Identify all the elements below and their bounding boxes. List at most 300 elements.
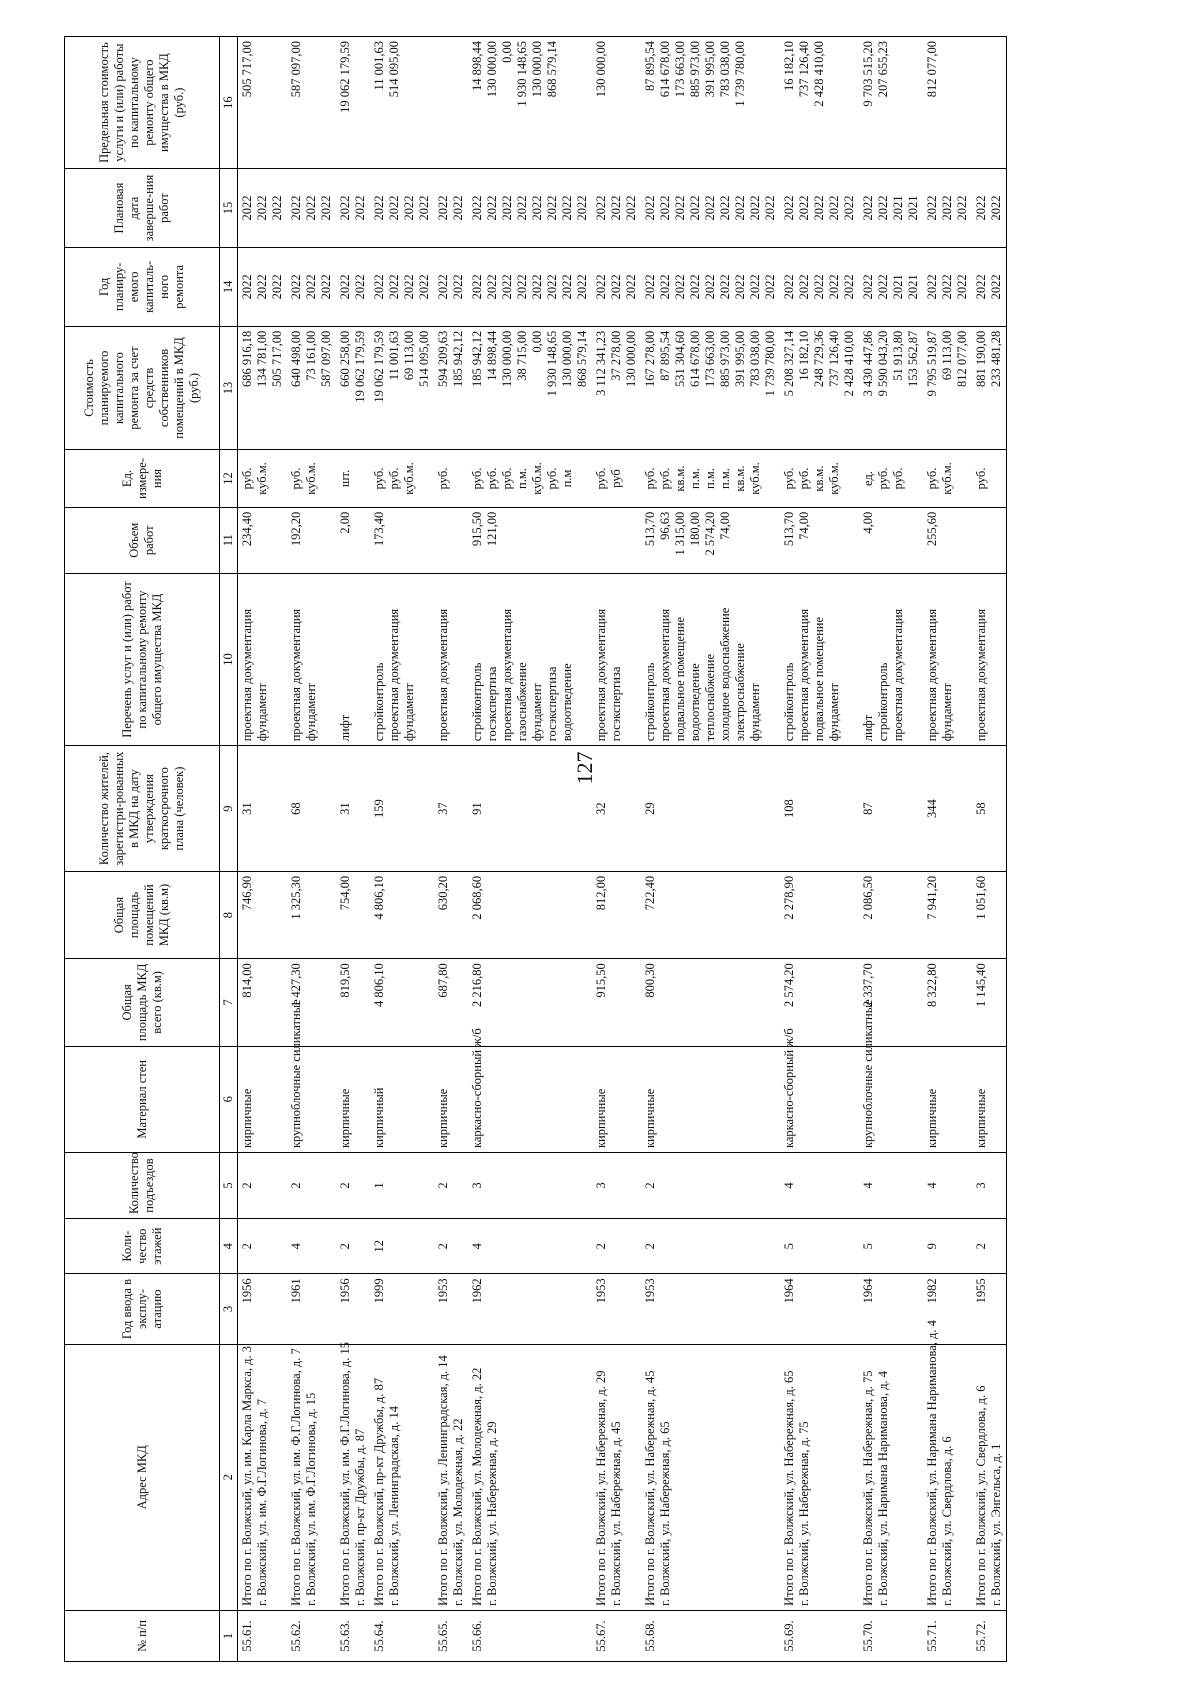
- row-volume-line: 1 315,00: [673, 511, 687, 556]
- row-cost-line: 587 097,00: [319, 330, 333, 387]
- row-entrances: [370, 1153, 434, 1219]
- row-end-year-line: 2022: [470, 195, 484, 221]
- row-works-line: стройконтроль: [643, 662, 657, 742]
- row-volume-line: 121,00: [485, 511, 499, 547]
- row-cost-line: 885 973,00: [718, 330, 732, 387]
- row-residents-line: 29: [643, 802, 657, 815]
- row-address: [336, 1341, 370, 1610]
- row-unit-line: руб.: [387, 467, 401, 490]
- row-number: [592, 1610, 641, 1661]
- row-plan-year-line: 2022: [658, 274, 672, 300]
- row-area-total-line: 819,50: [338, 963, 352, 998]
- row-address: [287, 1344, 336, 1610]
- row-limit-line: 868 579,14: [545, 41, 559, 98]
- row-entrances-line: 3: [470, 1182, 484, 1189]
- row-area-rooms: [972, 871, 1007, 958]
- table-row: [238, 37, 288, 1662]
- row-works: [336, 573, 370, 746]
- row-cost-line: 37 278,00: [609, 330, 623, 381]
- row-number: [370, 1610, 434, 1661]
- row-volume: [468, 507, 592, 573]
- row-entrances-line: 2: [240, 1182, 254, 1189]
- row-plan-year-line: 2022: [530, 274, 544, 300]
- row-number: [434, 1610, 468, 1661]
- row-volume: [972, 507, 1007, 573]
- row-works-line: водоотведение: [560, 663, 574, 742]
- row-end-year: [972, 169, 1007, 248]
- row-works: [434, 573, 468, 746]
- row-area-rooms: [592, 871, 641, 958]
- row-end-year-line: 2022: [560, 195, 574, 221]
- row-cost-line: 51 913,80: [891, 330, 905, 381]
- row-works-line: проектная документация: [658, 608, 672, 742]
- row-year: [370, 1274, 434, 1344]
- row-plan-year-line: 2022: [609, 274, 623, 300]
- row-end-year-line: 2022: [763, 195, 777, 221]
- row-floors: [923, 1219, 972, 1274]
- row-number-line: 55.66.: [470, 1620, 484, 1652]
- row-number: [780, 1610, 859, 1661]
- row-material-line: каркасно-сборный ж/б: [470, 1028, 484, 1149]
- row-works-line: стройконтроль: [470, 662, 484, 742]
- table-row: [336, 37, 370, 1662]
- row-works: [287, 573, 336, 746]
- row-number: [859, 1610, 923, 1661]
- column-number: 15: [220, 169, 238, 248]
- row-limit-line: 587 097,00: [289, 41, 303, 98]
- row-plan-year-line: 2022: [940, 274, 954, 300]
- row-cost-line: 130 000,00: [624, 330, 638, 387]
- row-year-line: 1955: [974, 1278, 988, 1304]
- row-residents-line: 344: [925, 799, 939, 818]
- row-entrances-line: 2: [338, 1182, 352, 1189]
- row-end-year-line: 2022: [876, 195, 890, 221]
- column-header: Коли-чество этажей: [65, 1219, 220, 1274]
- row-year-line: 1956: [338, 1278, 352, 1304]
- row-floors-line: 2: [594, 1243, 608, 1250]
- row-plan-year-line: 2022: [861, 274, 875, 300]
- row-works-line: проектная документация: [594, 608, 608, 742]
- row-cost-line: 14 898,44: [485, 330, 499, 381]
- row-area-total: [923, 959, 972, 1046]
- row-works-line: проектная документация: [387, 608, 401, 742]
- row-plan-year-line: 2022: [673, 274, 687, 300]
- row-area-rooms-line: 2 278,90: [782, 875, 796, 920]
- row-volume-line: 180,00: [688, 511, 702, 547]
- row-volume: [923, 507, 972, 573]
- row-end-year-line: 2022: [733, 195, 747, 221]
- row-material-line: кирпичный: [372, 1087, 386, 1149]
- row-plan-year-line: 2022: [575, 274, 589, 300]
- row-cost-line: 3 430 447,86: [861, 330, 875, 397]
- row-residents: [972, 746, 1007, 872]
- row-limit-line: 9 703 515,20: [861, 41, 875, 107]
- row-cost: [468, 326, 592, 450]
- column-number: 13: [220, 326, 238, 450]
- row-end-year-line: 2022: [812, 195, 826, 221]
- row-limit-line: 173 663,00: [673, 41, 687, 98]
- row-unit: [592, 450, 641, 508]
- row-plan-year: [238, 247, 288, 326]
- row-area-total-line: 915,50: [594, 963, 608, 998]
- row-plan-year: [641, 247, 780, 326]
- row-cost: [859, 326, 923, 450]
- row-limit: [780, 37, 859, 169]
- row-year-line: 1961: [289, 1278, 303, 1304]
- row-cost-line: 248 729,36: [812, 330, 826, 387]
- row-unit-line: п.м: [560, 469, 574, 488]
- row-area-rooms-line: 746,90: [240, 875, 254, 911]
- column-number: 12: [220, 450, 238, 508]
- row-material: [859, 999, 923, 1152]
- row-floors-line: 5: [782, 1243, 796, 1250]
- row-end-year-line: 2022: [643, 195, 657, 221]
- row-works-line: подвальное помещение: [673, 616, 687, 742]
- row-plan-year-line: 2022: [925, 274, 939, 300]
- row-end-year-line: 2022: [925, 195, 939, 221]
- row-plan-year-line: 2022: [733, 274, 747, 300]
- row-volume-line: 915,50: [470, 511, 484, 547]
- row-residents: [238, 746, 288, 872]
- row-plan-year-line: 2022: [989, 274, 1003, 300]
- row-unit-line: руб.: [797, 467, 811, 490]
- column-header: Объем работ: [65, 507, 220, 573]
- row-works-line: проектная документация: [891, 608, 905, 742]
- row-end-year-line: 2022: [575, 195, 589, 221]
- row-address-line: Итого по г. Волжский, пр-кт Дружбы, д. 87: [372, 1377, 386, 1606]
- row-end-year-line: 2022: [861, 195, 875, 221]
- row-cost: [641, 326, 780, 450]
- row-address-line: Итого по г. Волжский, ул. Набережная, д. 65: [782, 1370, 796, 1606]
- row-entrances: [923, 1153, 972, 1219]
- row-entrances: [434, 1153, 468, 1219]
- row-end-year-line: 2022: [289, 195, 303, 221]
- row-residents-line: 108: [782, 799, 796, 818]
- row-area-total: [370, 959, 434, 1046]
- row-volume-line: 4,00: [861, 511, 875, 534]
- row-area-total-line: 2 337,70: [861, 963, 875, 1007]
- row-unit: [641, 450, 780, 508]
- column-header: Предельная стоимость услуги и (или) работы по капитальному ремонту общего имущества в МКД (руб.): [65, 37, 220, 169]
- row-number: [468, 1610, 592, 1661]
- row-number-line: 55.64.: [372, 1620, 386, 1652]
- row-limit-line: 737 126,40: [797, 41, 811, 98]
- row-limit-line: 14 898,44: [470, 41, 484, 91]
- row-cost: [592, 326, 641, 450]
- row-unit-line: руб.: [500, 467, 514, 490]
- row-limit: [859, 37, 923, 169]
- row-plan-year-line: 2022: [876, 274, 890, 300]
- row-material: [592, 1046, 641, 1152]
- row-works-line: газоснабжение: [515, 662, 529, 742]
- row-floors-line: 9: [925, 1243, 939, 1250]
- row-works-line: водоотведение: [688, 663, 702, 742]
- row-cost-line: 614 678,00: [688, 330, 702, 387]
- row-end-year: [923, 169, 972, 248]
- row-end-year-line: 2022: [500, 195, 514, 221]
- row-floors-line: 2: [240, 1243, 254, 1250]
- row-cost-line: 130 000,00: [500, 330, 514, 387]
- rotated-table-wrapper: [64, 36, 1200, 1652]
- row-year: [434, 1274, 468, 1344]
- row-works: [972, 573, 1007, 746]
- row-end-year: [336, 169, 370, 248]
- column-number: 8: [220, 871, 238, 958]
- row-plan-year: [780, 247, 859, 326]
- row-end-year-line: 2022: [827, 195, 841, 221]
- row-works-line: теплоснабжение: [703, 653, 717, 742]
- row-area-rooms: [336, 871, 370, 958]
- row-plan-year-line: 2022: [240, 274, 254, 300]
- row-plan-year-line: 2022: [451, 274, 465, 300]
- row-unit-line: руб.: [974, 467, 988, 490]
- row-residents-line: 87: [861, 802, 875, 815]
- row-area-rooms: [287, 871, 336, 958]
- row-cost-line: 2 428 410,00: [842, 330, 856, 397]
- column-header: Количество жителей, зарегистри-рованных в МКД на дату утверждения краткосрочного плана (человек): [65, 746, 220, 872]
- column-number: 2: [220, 1344, 238, 1610]
- row-number: [923, 1610, 972, 1661]
- row-floors-line: 4: [470, 1243, 484, 1250]
- row-end-year-line: 2022: [688, 195, 702, 221]
- row-cost-line: 134 781,00: [255, 330, 269, 387]
- row-entrances: [592, 1153, 641, 1219]
- row-entrances: [336, 1153, 370, 1219]
- row-residents: [641, 746, 780, 872]
- row-end-year-line: 2022: [417, 195, 431, 221]
- row-unit-line: руб.: [485, 467, 499, 490]
- row-works-line: стройконтроль: [876, 662, 890, 742]
- row-number-line: 55.70.: [861, 1620, 875, 1652]
- row-year-line: 1953: [643, 1278, 657, 1304]
- column-number: 5: [220, 1153, 238, 1219]
- row-unit-line: ед.: [861, 471, 875, 486]
- row-end-year: [859, 169, 923, 248]
- row-end-year-line: 2022: [718, 195, 732, 221]
- row-cost-line: 881 190,00: [974, 330, 988, 387]
- row-plan-year: [592, 247, 641, 326]
- row-volume-line: 96,63: [658, 511, 672, 540]
- row-plan-year-line: 2022: [270, 274, 284, 300]
- column-number: 11: [220, 507, 238, 573]
- row-entrances: [859, 1153, 923, 1219]
- row-floors: [238, 1219, 288, 1274]
- page-number: 127: [572, 751, 597, 785]
- row-volume: [434, 507, 468, 573]
- row-area-rooms-line: 812,00: [594, 875, 608, 911]
- row-unit-line: руб.: [891, 467, 905, 490]
- row-works-line: проектная документация: [500, 608, 514, 742]
- row-unit: [336, 450, 370, 508]
- row-entrances-line: 4: [861, 1182, 875, 1189]
- row-plan-year-line: 2022: [319, 274, 333, 300]
- row-limit: [370, 37, 434, 169]
- row-plan-year-line: 2022: [842, 274, 856, 300]
- row-year-line: 1953: [436, 1278, 450, 1304]
- table-row: [641, 37, 780, 1662]
- row-area-rooms: [468, 871, 592, 958]
- row-limit: [972, 37, 1007, 169]
- row-area-total-line: 687,80: [436, 963, 450, 998]
- row-residents-line: 159: [372, 799, 386, 818]
- row-works: [641, 573, 780, 746]
- row-area-total: [336, 959, 370, 1046]
- column-header: Адрес МКД: [65, 1344, 220, 1610]
- column-header: Плановая дата заверше-ния работ: [65, 169, 220, 248]
- table-row: [370, 37, 434, 1662]
- row-end-year-line: 2022: [372, 195, 386, 221]
- row-unit-line: п.м.: [688, 468, 702, 489]
- column-number: 3: [220, 1274, 238, 1344]
- row-volume-line: 74,00: [718, 511, 732, 540]
- row-plan-year: [434, 247, 468, 326]
- row-end-year-line: 2022: [402, 195, 416, 221]
- row-end-year-line: 2022: [673, 195, 687, 221]
- row-volume: [370, 507, 434, 573]
- row-end-year-line: 2021: [906, 195, 920, 221]
- row-plan-year-line: 2022: [372, 274, 386, 300]
- row-plan-year-line: 2022: [782, 274, 796, 300]
- row-entrances-line: 4: [925, 1182, 939, 1189]
- row-cost-line: 868 579,14: [575, 330, 589, 387]
- row-plan-year-line: 2022: [560, 274, 574, 300]
- column-header: Перечень услуг и (или) работ по капитальному ремонту общего имущества МКД: [65, 573, 220, 746]
- row-material-line: кирпичные: [436, 1088, 450, 1149]
- row-end-year-line: 2022: [451, 195, 465, 221]
- row-end-year-line: 2022: [515, 195, 529, 221]
- row-year: [780, 1274, 859, 1344]
- row-address: [923, 1320, 972, 1610]
- row-material-line: крупноблочные силикатные: [289, 999, 303, 1149]
- row-residents: [780, 746, 859, 872]
- row-volume: [859, 507, 923, 573]
- row-area-total-line: 814,00: [240, 963, 254, 998]
- row-works: [859, 573, 923, 746]
- row-residents: [592, 746, 641, 872]
- row-unit: [370, 450, 434, 508]
- row-unit-line: руб.: [372, 467, 386, 490]
- row-unit-line: руб.: [289, 467, 303, 490]
- row-volume-line: 173,40: [372, 511, 386, 547]
- row-unit: [287, 450, 336, 508]
- row-works-line: лифт: [861, 714, 875, 742]
- row-volume-line: 2,00: [338, 511, 352, 534]
- row-address-line: Итого по г. Волжский, ул. им. Ф.Г.Логинова, д. 15: [338, 1341, 352, 1606]
- row-works: [592, 573, 641, 746]
- row-end-year-line: 2022: [319, 195, 333, 221]
- row-address: [238, 1344, 288, 1610]
- row-number-line: 55.71.: [925, 1620, 939, 1652]
- row-plan-year-line: 2021: [891, 274, 905, 300]
- row-year: [859, 1274, 923, 1344]
- row-works: [370, 573, 434, 746]
- row-cost-line: 19 062 179,59: [353, 330, 367, 403]
- row-cost: [972, 326, 1007, 450]
- row-area-total: [592, 959, 641, 1046]
- row-entrances-line: 4: [782, 1182, 796, 1189]
- row-floors-line: 12: [372, 1239, 386, 1253]
- row-plan-year-line: 2022: [812, 274, 826, 300]
- row-material-line: каркасно-сборный ж/б: [782, 1028, 796, 1149]
- row-plan-year: [468, 247, 592, 326]
- row-plan-year-line: 2022: [827, 274, 841, 300]
- row-number-line: 55.62.: [289, 1620, 303, 1652]
- capital-repair-table: [64, 36, 1007, 1662]
- row-unit: [972, 450, 1007, 508]
- row-number-line: 55.63.: [338, 1620, 352, 1652]
- row-unit-line: руб.: [436, 467, 450, 490]
- row-area-rooms-line: 7 941,20: [925, 875, 939, 920]
- row-floors: [336, 1219, 370, 1274]
- row-limit-line: 2 428 410,00: [812, 41, 826, 107]
- column-header: Ед. измере-ния: [65, 450, 220, 508]
- row-material: [468, 1028, 592, 1152]
- row-unit-line: руб.: [240, 467, 254, 490]
- row-material: [287, 999, 336, 1152]
- row-limit: [592, 37, 641, 169]
- row-end-year-line: 2022: [842, 195, 856, 221]
- row-area-rooms-line: 2 086,50: [861, 875, 875, 920]
- row-area-total-line: 1 145,40: [974, 963, 988, 1007]
- row-material-line: кирпичные: [594, 1088, 608, 1149]
- row-end-year: [592, 169, 641, 248]
- row-year: [287, 1274, 336, 1344]
- row-year-line: 1982: [925, 1278, 939, 1304]
- row-year-line: 1953: [594, 1278, 608, 1304]
- row-area-total-line: 8 322,80: [925, 963, 939, 1007]
- row-address-line: г. Волжский, ул. Набережная, д. 29: [485, 1421, 499, 1606]
- row-address-line: г. Волжский, ул. Энгельса, д. 1: [989, 1443, 1003, 1606]
- row-works-line: стройконтроль: [782, 662, 796, 742]
- column-number: 14: [220, 247, 238, 326]
- row-plan-year-line: 2022: [304, 274, 318, 300]
- row-number: [287, 1610, 336, 1661]
- row-unit-line: куб.м.: [255, 462, 269, 495]
- row-volume-line: 74,00: [797, 511, 811, 540]
- row-unit-line: кв.м.: [673, 465, 687, 492]
- row-number: [641, 1610, 780, 1661]
- row-material-line: кирпичные: [240, 1088, 254, 1149]
- row-address-line: г. Волжский, ул. Свердлова, д. 6: [940, 1436, 954, 1606]
- row-material: [370, 1046, 434, 1152]
- row-cost-line: 594 209,63: [436, 330, 450, 387]
- row-unit-line: куб.м.: [530, 462, 544, 495]
- row-address: [434, 1344, 468, 1610]
- row-address: [370, 1344, 434, 1610]
- row-limit-line: 130 000,00: [530, 41, 544, 98]
- row-unit-line: руб.: [470, 467, 484, 490]
- row-plan-year-line: 2022: [643, 274, 657, 300]
- row-entrances: [972, 1153, 1007, 1219]
- row-cost-line: 185 942,12: [470, 330, 484, 387]
- row-end-year-line: 2022: [782, 195, 796, 221]
- row-plan-year-line: 2022: [797, 274, 811, 300]
- rotated-sheet: [64, 36, 1144, 1662]
- row-unit-line: куб.м.: [748, 462, 762, 495]
- row-address-line: г. Волжский, ул. Ленинградская, д. 14: [387, 1406, 401, 1606]
- row-year: [336, 1274, 370, 1344]
- row-unit-line: руб.: [782, 467, 796, 490]
- row-material-line: кирпичные: [974, 1088, 988, 1149]
- row-residents-line: 31: [240, 802, 254, 815]
- row-address-line: г. Волжский, ул. Наримана Нариманова, д. 4: [876, 1370, 890, 1606]
- row-floors: [592, 1219, 641, 1274]
- row-address-line: г. Волжский, пр-кт Дружбы, д. 87: [353, 1428, 367, 1606]
- row-works: [238, 573, 288, 746]
- column-header: № п/п: [65, 1610, 220, 1661]
- row-floors: [468, 1219, 592, 1274]
- row-plan-year-line: 2022: [624, 274, 638, 300]
